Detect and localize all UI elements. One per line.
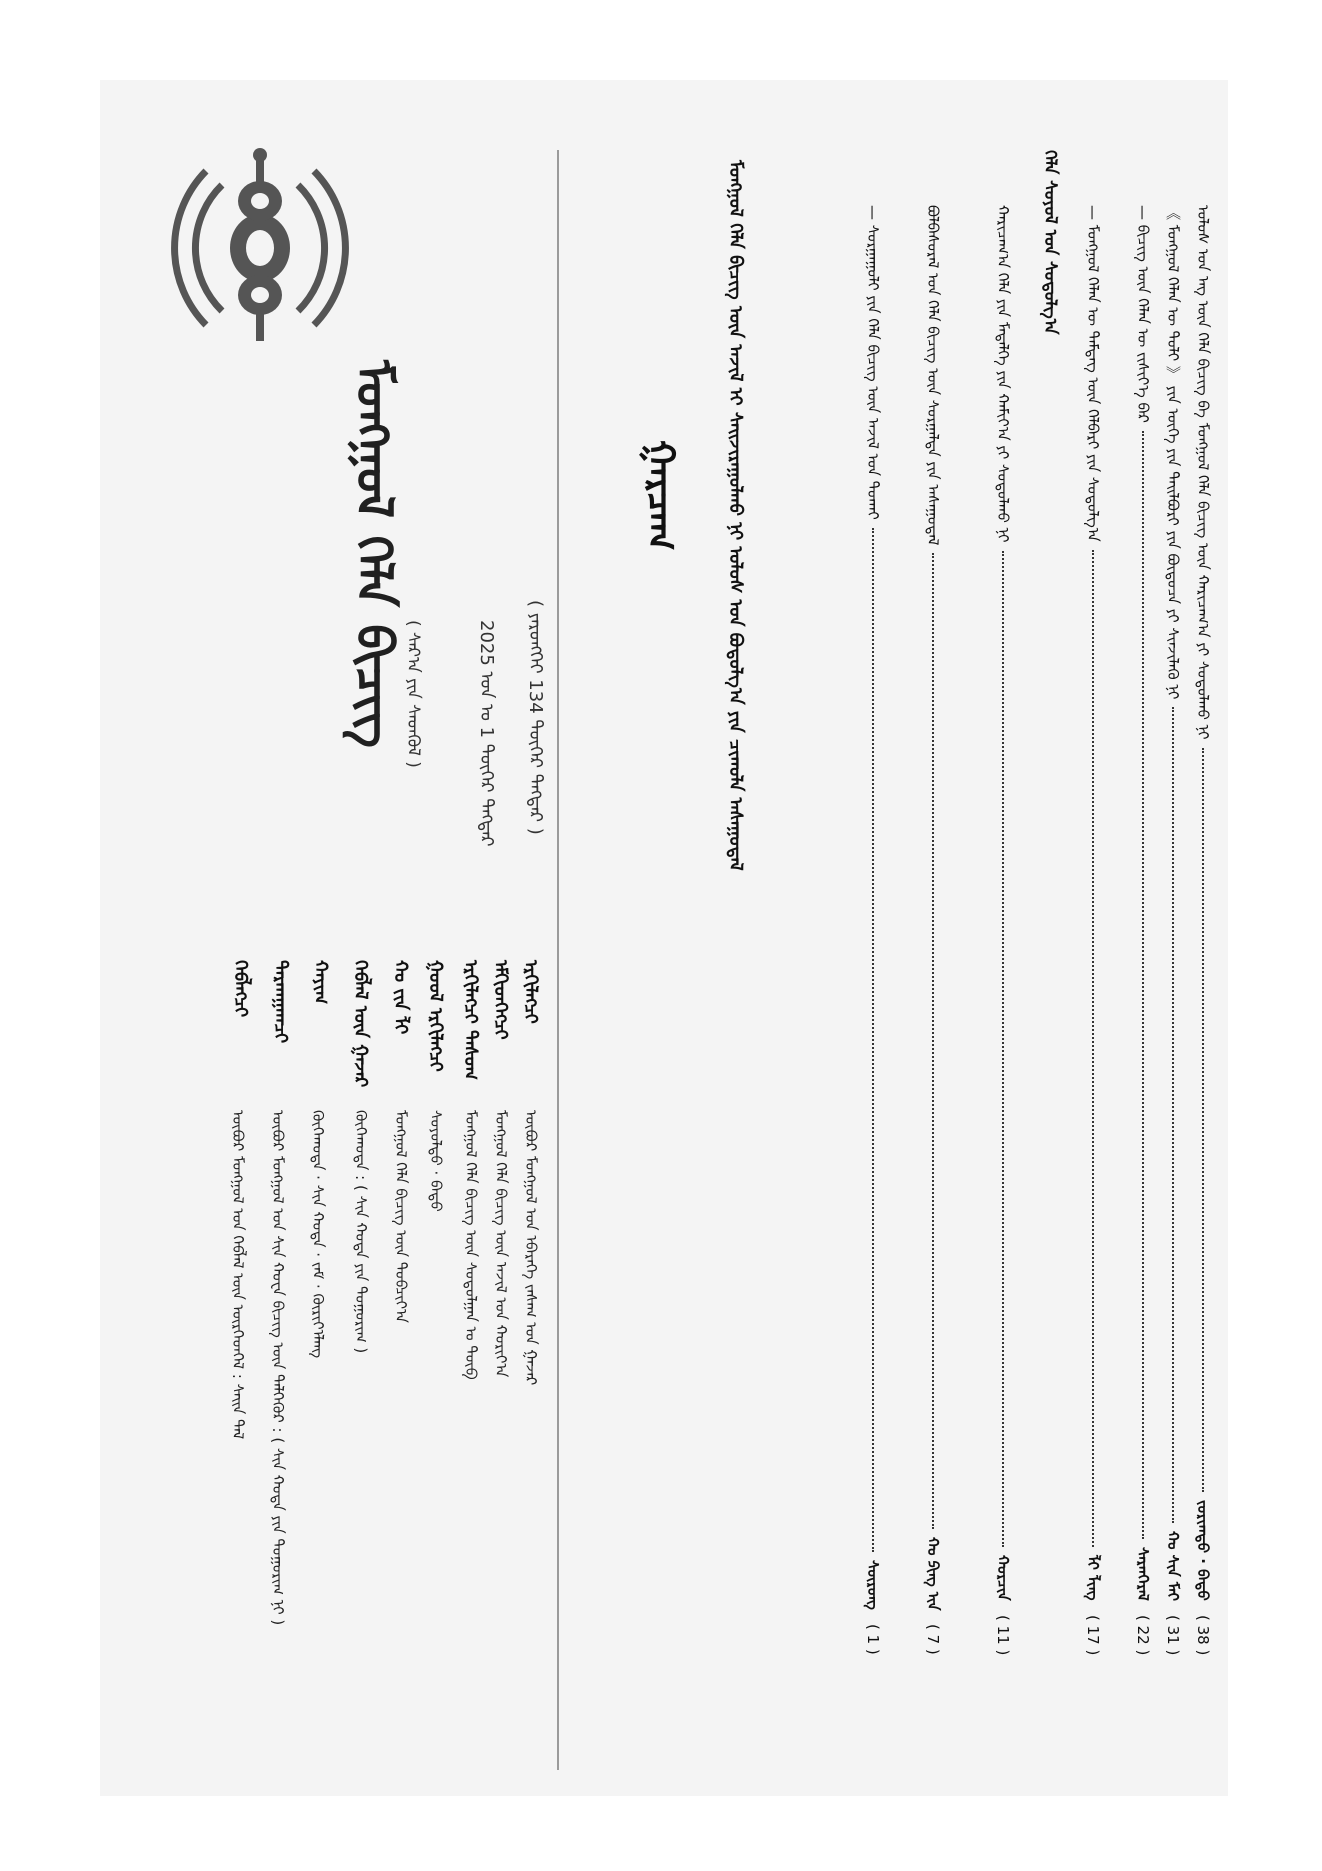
toc-item-author: ᠬᠣᠷᠴᠢᠨ xyxy=(994,1555,1012,1601)
colophon-value: ᠮᠣᠩᠭᠣᠯ ᠬᠡᠯᠡ ᠪᠢᠴᠢᠭ ᠦᠨ ᠠᠵᠢᠯ ᠤᠨ ᠬᠣᠷᠢᠶ᠎ᠠ xyxy=(492,1110,510,1378)
toc-item-text: — ᠰᠤᠷᠭᠠᠭᠤᠯᠢ ᠶᠢᠨ ᠬᠡᠯᠡ ᠪᠢᠴᠢᠭ ᠦᠨ ᠠᠵᠢᠯ ᠤᠨ ᠲᠤᠬᠠᠢ xyxy=(864,205,882,520)
toc-item-author: ᠯᠢ ᠯᠢᠩ xyxy=(1084,1555,1102,1601)
toc-item[interactable] xyxy=(990,205,1016,1655)
toc-item-text: ᠤᠯᠤᠰ ᠤᠨ ᠡᠩ ᠦᠨ ᠬᠡᠯᠡ ᠪᠢᠴᠢᠭ ᠪᠠ ᠮᠣᠩᠭᠣᠯ ᠬᠡᠯᠡ ᠪᠢᠴᠢᠭ ᠦᠨ ᠬᠠᠷᠢᠴᠠᠭ᠎ᠠ ᠶᠢ ᠰᠤᠳᠤᠯᠬᠤ ᠨᠢ xyxy=(1194,205,1212,740)
colophon-label: ᠡᠮᠬᠢᠳᠬᠡᠭᠴᠢ xyxy=(490,960,511,1040)
colophon-label: ᠡᠷᠬᠢᠯᠡᠭᠴᠢ xyxy=(520,960,541,1024)
colophon-value: ᠥᠪᠥᠷ ᠮᠣᠩᠭᠣᠯ ᠤᠨ ᠰᠢᠨ ᠬᠤᠸᠠ ᠪᠢᠴᠢᠭ ᠦᠨ ᠳᠡᠯᠭᠡᠭᠦᠷ : ( ᠰᠢᠨ ᠬᠣᠲᠠ ᠶᠢᠨ ᠲᠣᠭᠣᠷᠢᠭ ᠨᠢ ) xyxy=(269,1110,287,1626)
divider xyxy=(557,150,559,1770)
ornamental-seal-icon xyxy=(162,145,358,351)
toc-item-page: ( 38 ) xyxy=(1194,1614,1212,1655)
toc-item[interactable] xyxy=(920,205,946,1655)
headline: ᠮᠣᠩᠭᠣᠯ ᠬᠡᠯᠡ ᠪᠢᠴᠢᠭ ᠦᠨ ᠠᠵᠢᠯ ᠢ ᠰᠠᠢᠵᠢᠷᠠᠭᠤᠯᠬᠤ ᠨᠢ ᠤᠯᠤᠰ ᠤᠨ ᠪᠣᠳᠤᠯᠭ᠎ᠠ ᠶᠢᠨ ᠴᠢᠬᠤᠯᠠ ᠠᠰᠠᠭᠤᠳᠠᠯ xyxy=(725,160,746,871)
colophon-label: ᠭᠣᠤᠯ ᠡᠷᠬᠢᠯᠡᠭᠴᠢ xyxy=(425,960,446,1072)
toc-item[interactable] xyxy=(1130,205,1156,1655)
toc-item-author: ᠰᠠᠷᠠᠨᠭᠡᠷᠡᠯ xyxy=(1134,1546,1152,1601)
toc-item[interactable] xyxy=(860,205,886,1655)
toc-item-text: ᠪᠣᠯᠪᠠᠰᠤᠷᠠᠯ ᠤᠨ ᠬᠡᠯᠡ ᠪᠢᠴᠢᠭ ᠦᠨ ᠰᠤᠷᠭᠠᠯᠲᠠ ᠶᠢᠨ ᠠᠰᠠᠭᠤᠳᠠᠯ xyxy=(924,205,942,546)
colophon-label: ᠬᠤ ᠵᠢᠨ ᠯᠢ xyxy=(390,960,411,1035)
dot-leader xyxy=(872,528,874,1553)
colophon-value: ᠰᠣᠶᠣᠯᠲᠤ · ᠪᠠᠲᠤ xyxy=(427,1110,445,1212)
toc-item-author: ᠬᠤ ᠫᠢᠩ ᠢᠨ xyxy=(924,1536,942,1611)
toc-item[interactable] xyxy=(1160,205,1186,1655)
toc-item-text: — ᠪᠢᠴᠢᠭ ᠦᠨ ᠬᠡᠯᠡᠨ ᠦ ᠵᠢᠱᠢᠶ᠎ᠡ ᠪᠡᠷ xyxy=(1134,205,1152,423)
contents-title: ᠭᠠᠷᠴᠠᠭ xyxy=(639,440,683,551)
colophon-label: ᠬᠡᠪᠯᠡᠯ ᠦᠨ ᠭᠠᠵᠠᠷ xyxy=(350,960,371,1088)
colophon-label: ᠬᠡᠪᠯᠡᠭᠴᠢ xyxy=(230,960,251,1018)
toc-item-author: ᠰᠦᠷᠦᠩ xyxy=(864,1560,882,1611)
toc-item[interactable] xyxy=(1190,205,1216,1655)
colophon-value: ᠬᠥᠬᠡᠬᠣᠲᠠ · ᠰᠢᠨ ᠬᠣᠲᠠ · ᠵᠠᠮ · ᠬᠦᠷᠢᠶ᠎ᠡᠯᠡᠩ xyxy=(309,1110,327,1359)
dot-leader xyxy=(1172,707,1174,1522)
toc-item-page: ( 1 ) xyxy=(864,1624,882,1655)
colophon-label: ᠡᠷᠬᠢᠯᠡᠭᠴᠢ ᠲᠠᠰᠤᠭ xyxy=(460,960,481,1080)
dot-leader xyxy=(1142,431,1144,1539)
toc-item-page: ( 11 ) xyxy=(994,1614,1012,1655)
toc-item[interactable] xyxy=(1080,205,1106,1655)
dot-leader xyxy=(932,553,934,1528)
toc-item-page: ( 17 ) xyxy=(1084,1614,1102,1655)
colophon-value: ᠥᠪᠥᠷ ᠮᠣᠩᠭᠣᠯ ᠤᠨ ᠬᠡᠪᠯᠡᠯ ᠦᠨ ᠥᠷᠭᠡᠳᠬᠡᠯ : ᠰᠠᠢᠨ ᠳᠠᠯ xyxy=(229,1110,247,1440)
toc-item-text: ᠬᠠᠷᠢᠴᠠᠭ᠎ᠠ ᠬᠡᠯᠡ ᠶᠢᠨ ᠮᠡᠳᠡᠯᠭᠡ ᠶᠢᠨ ᠬᠠᠮᠢᠶ᠎ᠠ ᠶᠢ ᠰᠤᠳᠤᠯᠬᠤ ᠨᠢ xyxy=(994,205,1012,543)
dot-leader xyxy=(1092,550,1094,1547)
issue-date: 2025 ᠣᠨ ᠤ 1 ᠳᠦᠭᠡᠷ ᠳᠡᠭᠲᠡᠷ xyxy=(476,620,497,847)
toc-item-page: ( 22 ) xyxy=(1134,1614,1152,1655)
colophon-value: ᠬᠥᠬᠡᠬᠣᠲᠠ : ( ᠰᠢᠨ ᠬᠣᠲᠠ ᠶᠢᠨ ᠲᠣᠭᠣᠷᠢᠭ ) xyxy=(352,1110,370,1354)
toc-item-page: ( 31 ) xyxy=(1164,1614,1182,1655)
issue-total: ( ᠶᠡᠷᠦᠩᠬᠡᠢ 134 ᠳᠦᠭᠡᠷ ᠳᠡᠭᠲᠡᠷ ) xyxy=(525,600,546,835)
toc-item-author: ᠵᠣᠷᠢᠭᠲᠤ · ᠪᠠᠲᠤ xyxy=(1194,1499,1212,1601)
toc-item-text: 《 ᠮᠣᠩᠭᠣᠯ ᠬᠡᠯᠡᠨ ᠦ ᠲᠣᠯᠢ 》 ᠶᠢᠨ ᠦᠭᠡ ᠶᠢᠨ ᠲᠠᠢᠯᠪᠤᠷᠢ ᠶᠢᠨ ᠪᠦᠲᠦᠴᠡ ᠶᠢ ᠰᠢᠨᠵᠢᠯᠡᠬᠦ ᠨᠢ xyxy=(1164,205,1182,700)
toc-item-author: ᠬᠤ ᠰᠢᠨ ᠮᠡᠢ xyxy=(1164,1530,1182,1601)
colophon-label: ᠬᠠᠶᠢᠭ xyxy=(310,960,331,1005)
colophon-value: ᠦᠪᠦᠷ ᠮᠣᠩᠭᠣᠯ ᠤᠨ ᠡᠪᠡᠷᠡᠭᠡ ᠵᠠᠰᠠᠭ ᠤᠨ ᠭᠠᠵᠠᠷ xyxy=(522,1110,540,1386)
section-heading: ᠬᠡᠯᠡ ᠰᠣᠶᠣᠯ ᠤᠨ ᠰᠤᠳᠤᠯᠭ᠎ᠠ xyxy=(1040,150,1060,335)
colophon-label: ᠲᠠᠷᠬᠠᠭᠠᠭᠴᠢ xyxy=(270,960,291,1044)
toc-item-text: — ᠮᠣᠩᠭᠣᠯ ᠬᠡᠯᠡᠨ ᠦ ᠲᠡᠮᠳᠡᠭ ᠦᠨ ᠬᠡᠯᠪᠡᠷᠢ ᠶᠢᠨ ᠰᠤᠳᠤᠯᠭ᠎ᠠ xyxy=(1084,205,1102,542)
magazine-subtitle: ( ᠰᠠᠷ᠎ᠠ ᠶᠢᠨ ᠰᠡᠳᠬᠦᠯ ) xyxy=(403,620,423,768)
dot-leader xyxy=(1002,551,1004,1548)
dot-leader xyxy=(1202,748,1204,1492)
colophon-value: ᠮᠣᠩᠭᠣᠯ ᠬᠡᠯᠡ ᠪᠢᠴᠢᠭ ᠦᠨ ᠰᠤᠳᠤᠯᠭᠠᠨ ᠤ ᠲᠥᠪ xyxy=(462,1110,480,1380)
colophon-value: ᠮᠣᠩᠭᠣᠯ ᠬᠡᠯᠡ ᠪᠢᠴᠢᠭ ᠦᠨ ᠲᠣᠪᠴᠢᠶ᠎ᠠ xyxy=(392,1110,410,1323)
magazine-title: ᠮᠣᠩᠭᠣᠯ ᠬᠡᠯᠡ ᠪᠢᠴᠢᠭ xyxy=(345,360,403,749)
toc-item-page: ( 7 ) xyxy=(924,1624,942,1655)
